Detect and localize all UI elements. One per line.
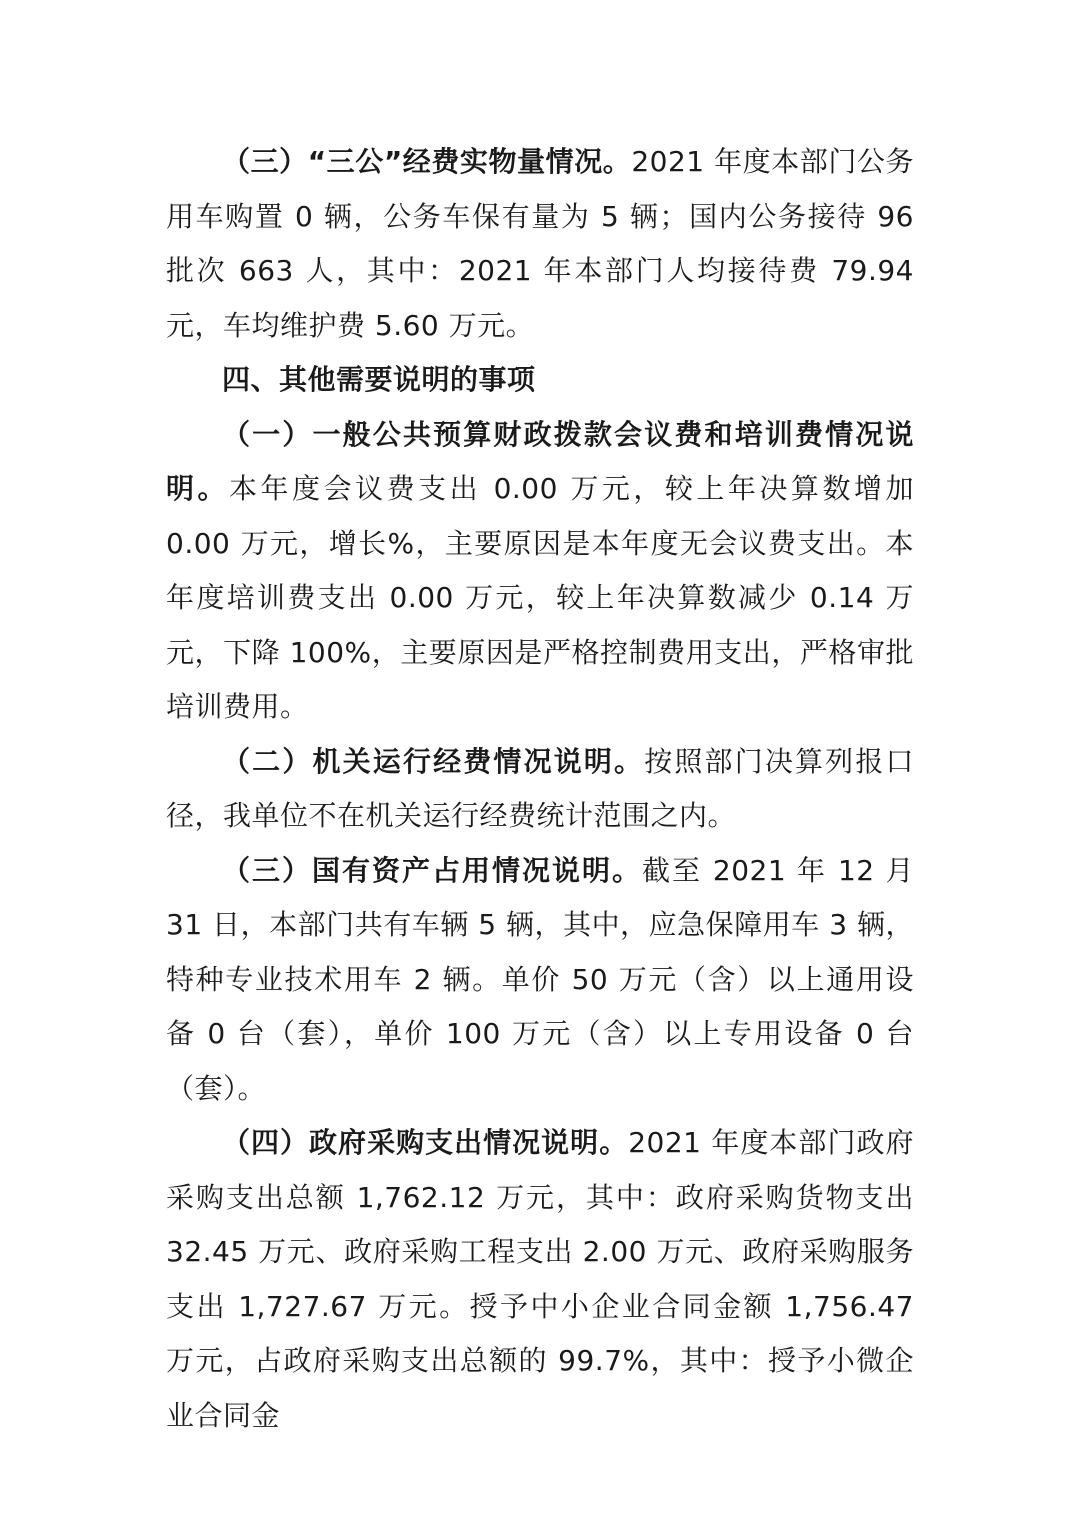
paragraph-text: 2021 年度本部门公务用车购置 0 辆，公务车保有量为 5 辆；国内公务接待 96 批次 663 人，其中：2021 年本部门人均接待费 79.94 元，车均维护费 5.60 万元。 (166, 145, 914, 342)
document-body (166, 135, 914, 1443)
paragraph-lead: （三）“三公”经费实物量情况。 (222, 145, 632, 178)
paragraph-state-assets (166, 844, 914, 1117)
paragraph-lead: （二）机关运行经费情况说明。 (222, 744, 645, 778)
paragraph-lead: （四）政府采购支出情况说明。 (222, 1126, 629, 1159)
paragraph-official-vehicles-reception (166, 135, 914, 353)
paragraph-meeting-training-fees (166, 408, 914, 735)
paragraph-text: 按照部门决算列报口径，我单位不在机关运行经费统计范围之内。 (166, 744, 914, 832)
paragraph-government-procurement (166, 1116, 914, 1443)
paragraph-text: 截至 2021 年 12 月 31 日，本部门共有车辆 5 辆，其中，应急保障用车 3 辆，特种专业技术用车 2 辆。单价 50 万元（含）以上通用设备 0 台（套），单价 100 万元（含）以上专用设备 0 台（套）。 (166, 853, 914, 1105)
paragraph-lead: （三）国有资产占用情况说明。 (222, 853, 642, 887)
section-heading-other-matters: 四、其他需要说明的事项 (222, 363, 536, 396)
paragraph-lead: （一）一般公共预算财政拨款会议费和培训费情况说明。 (166, 417, 914, 505)
paragraph-text: 本年度会议费支出 0.00 万元，较上年决算数增加 0.00 万元，增长%，主要原因是本年度无会议费支出。本年度培训费支出 0.00 万元，较上年决算数减少 0.14 万元，下降 100%，主要原因是严格控制费用支出，严格审批培训费用。 (166, 472, 914, 723)
paragraph-text: 2021 年度本部门政府采购支出总额 1,762.12 万元，其中：政府采购货物支出 32.45 万元、政府采购工程支出 2.00 万元、政府采购服务支出 1,727.67 万元。授予中小企业合同金额 1,756.47 万元，占政府采购支出总额的 99.7%，其中：授予小微企业合同金 (166, 1126, 914, 1432)
paragraph-operating-expenses (166, 735, 914, 844)
